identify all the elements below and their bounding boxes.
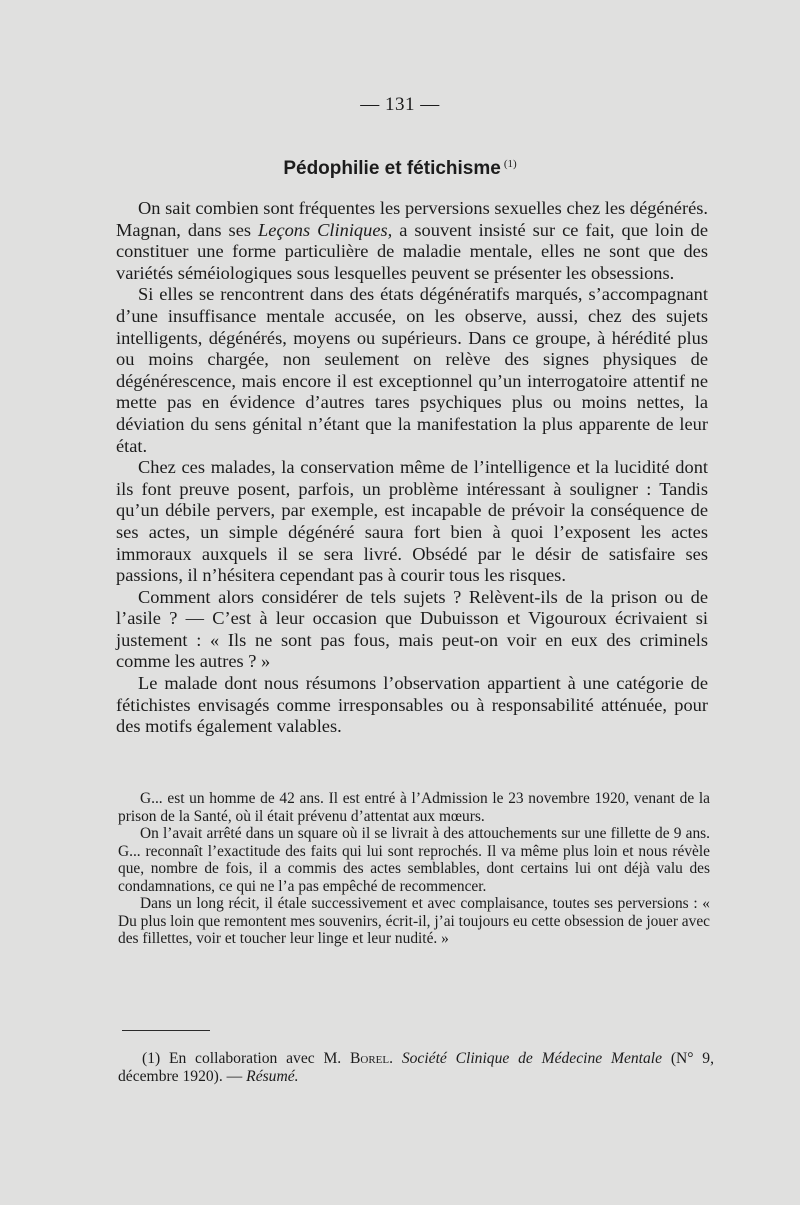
paragraph-text: a souvent insisté sur ce fait, que loin de constituer une forme particulière de maladie mentale, elles ne sont que des variétés séméiologiques sous lesquelles peuvent se présenter les obsessions. bbox=[116, 219, 709, 283]
paragraph: Si elles se rencontrent dans des états dégénératifs marqués, s’accompagnant d’une insuffisance mentale accusée, on les observe, aussi, chez des sujets intelligents, dégénérés, moyens ou supérieurs. Dans ce groupe, à hérédité plus ou moins chargée, non seulement on relève des signes physiques de dégénérescence, mais encore il est exceptionnel qu’un interrogatoire attentif ne mette pas en évidence d’autres tares psychiques plus ou moins nettes, la déviation du sens génital n’étant que la manifestation la plus apparente de leur état. bbox=[116, 284, 708, 456]
footnote bbox=[118, 1050, 714, 1085]
footnote-text bbox=[118, 1050, 714, 1085]
paragraph: Comment alors considérer de tels sujets ? Relèvent-ils de la prison ou de l’asile ? — C’est à leur occasion que Dubuisson et Vigouroux écrivaient si justement : « Ils ne sont pas fous, mais peut-on voir en eux des criminels comme les autres ? » bbox=[116, 586, 708, 672]
footnote-divider bbox=[122, 1030, 210, 1031]
footnote-journal: Société Clinique de Médecine Mentale bbox=[401, 1050, 663, 1067]
observation-paragraph: G... est un homme de 42 ans. Il est entré à l’Admission le 23 novembre 1920, venant de la prison de la Santé, où il était prévenu d’attentat aux mœurs. bbox=[118, 790, 710, 825]
footnote-separator: . bbox=[389, 1050, 402, 1067]
footnote-summary: Résumé. bbox=[246, 1067, 299, 1085]
article-title bbox=[0, 158, 800, 180]
book-title: Leçons Cliniques, bbox=[258, 219, 393, 240]
body-text bbox=[116, 198, 708, 738]
paragraph: Chez ces malades, la conservation même de l’intelligence et la lucidité dont ils font preuve posent, parfois, un problème intéressant à souligner : Tandis qu’un débile pervers, par exemple, est incapable de prévoir la conséquence de ses actes, un simple dégénéré saura fort bien à quoi l’exposent les actes immoraux auxquels il se sera livré. Obsédé par le désir de satisfaire ses passions, il n’hésitera cependant pas à courir tous les risques. bbox=[116, 457, 708, 586]
footnote-reference: (1) bbox=[503, 158, 517, 170]
paragraph bbox=[116, 198, 708, 284]
footnote-issue: (N° 9, décembre 1920). — bbox=[118, 1050, 715, 1085]
footnote-lead: En collaboration avec M. bbox=[160, 1050, 350, 1067]
paragraph: Le malade dont nous résumons l’observation appartient à une catégorie de fétichistes envisagés comme irresponsables ou à responsabilité atténuée, pour des motifs également valables. bbox=[116, 673, 708, 737]
footnote-mark: (1) bbox=[142, 1050, 161, 1067]
footnote-author: Borel bbox=[350, 1050, 390, 1067]
observation-block bbox=[118, 790, 710, 948]
paragraph-text: On sait combien sont fréquentes les perversions sexuelles chez les dégénérés. Magnan, dans ses bbox=[116, 198, 708, 240]
observation-paragraph: Dans un long récit, il étale successivement et avec complaisance, toutes ses perversions : « Du plus loin que remontent mes souvenirs, écrit-il, j’ai toujours eu cette obsession de jouer avec des fillettes, voir et toucher leur linge et leur nudité. » bbox=[118, 895, 710, 947]
article-title-text: Pédophilie et fétichisme bbox=[283, 158, 501, 179]
observation-paragraph: On l’avait arrêté dans un square où il se livrait à des attouchements sur une fillette de 9 ans. G... reconnaît l’exactitude des faits qui lui sont reprochés. Il va même plus loin et nous révèle que, nombre de fois, il a commis des actes semblables, dont certains lui ont déjà valu des condamnations, ce qui ne l’a pas empêché de recommencer. bbox=[118, 825, 710, 895]
page-number: — 131 — bbox=[360, 94, 440, 115]
